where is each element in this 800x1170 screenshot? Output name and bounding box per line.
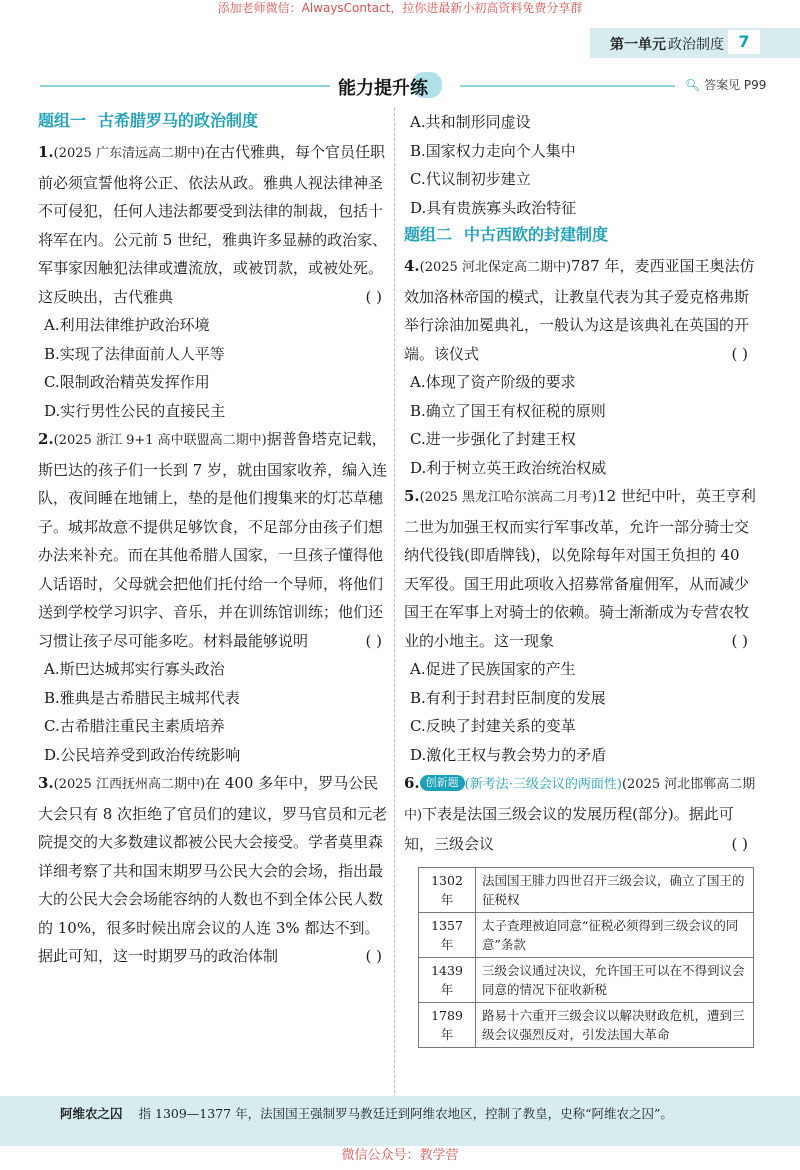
option-c: C.反映了封建关系的变革 (410, 717, 576, 735)
table-event: 三级会议通过决议，允许国王可以在不得到议会同意的情况下征收新税 (476, 957, 754, 1002)
section-title: 能力提升练 (338, 78, 428, 99)
group-one-label: 题组一 (38, 111, 87, 130)
left-column (38, 108, 390, 971)
option-c: C.代议制初步建立 (410, 170, 531, 188)
option-b: B.国家权力走向个人集中 (410, 141, 576, 160)
option-c: C.限制政治精英发挥作用 (44, 373, 210, 391)
header-unit: 第一单元 (610, 37, 666, 53)
table-row (419, 957, 754, 1002)
question-3 (38, 769, 390, 971)
footnote (60, 1104, 673, 1122)
option-a: A.斯巴达城邦实行寡头政治 (44, 660, 225, 678)
question-6 (404, 769, 756, 859)
title-rule-right (460, 85, 675, 87)
option-d: D.激化王权与教会势力的矛盾 (410, 745, 607, 764)
question-number: 1. (38, 143, 54, 161)
table-row (419, 1002, 754, 1047)
title-rule-left (40, 85, 330, 87)
question-number: 4. (404, 257, 420, 275)
option-d: D.公民培养受到政治传统影响 (44, 745, 241, 764)
innovation-badge: 创新题 (420, 775, 465, 791)
table-event: 太子查理被迫同意“征税必须得到三级会议的同意”条款 (476, 912, 754, 957)
question-stem: 据普鲁塔克记载，斯巴达的孩子们一长到 7 岁，就由国家收养，编入连队，夜间睡在地铺上，垫的是他们搜集来的灯芯草穗子。城邦故意不提供足够饮食，不足部分由孩子们想办法来补充。而在其他希腊人国家，一旦孩子懂得他人话语时，父母就会把他们托付给一个导师，将他们送到学校学习识字、音乐，并在训练馆训练；他们还习惯让孩子尽可能多吃。材料最能够说明 (38, 430, 388, 650)
table-year: 1789 年 (419, 1002, 476, 1047)
answer-blank: ( ) (731, 631, 748, 650)
table-row (419, 867, 754, 912)
question-5 (404, 482, 756, 655)
question-source: (2025 浙江 9+1 高中联盟高二期中) (53, 433, 267, 448)
question-stem: 12 世纪中叶，英王亨利二世为加强王权而实行军事改革，允许一部分骑士交纳代役钱(即盾牌钱)，以免除每年对国王负担的 40 天军役。国王用此项收入招募常备雇佣军，从而减少国王在军事上对骑士的依赖。骑士渐渐成为专营农牧业的小地主。这一现象 (404, 487, 756, 650)
question-source: (2025 河北邯郸高二期中) (404, 777, 756, 823)
option-a: A.体现了资产阶级的要求 (410, 373, 576, 391)
group-two-title (404, 222, 756, 248)
estates-general-table (418, 867, 754, 1048)
group-two-name: 中古西欧的封建制度 (464, 225, 609, 244)
table-year: 1439 年 (419, 957, 476, 1002)
option-b: B.确立了国王有权征税的原则 (410, 401, 606, 420)
column-divider (394, 108, 395, 1098)
option-b: B.雅典是古希腊民主城邦代表 (44, 688, 240, 707)
table-year: 1302 年 (419, 867, 476, 912)
question-number: 6. (404, 774, 420, 792)
footnote-term: 阿维农之囚 (60, 1106, 123, 1121)
question-source: (2025 河北保定高二期中) (419, 260, 572, 275)
option-a: A.促进了民族国家的产生 (410, 660, 576, 678)
question-source: (2025 广东清远高二期中) (53, 146, 206, 161)
option-c: C.进一步强化了封建王权 (410, 430, 576, 448)
option-b: B.有利于封君封臣制度的发展 (410, 688, 606, 707)
option-a: A.利用法律维护政治环境 (44, 316, 210, 334)
footnote-text: 指 1309—1377 年，法国国王强制罗马教廷迁到阿维农地区，控制了教皇，史称“阿维农之囚”。 (138, 1106, 673, 1121)
answer-blank: ( ) (731, 344, 748, 363)
table-row (419, 912, 754, 957)
header-topic: 政治制度 (668, 37, 724, 53)
table-event: 法国国王腓力四世召开三级会议，确立了国王的征税权 (476, 867, 754, 912)
option-d: D.具有贵族寡头政治特征 (410, 198, 577, 217)
table-year: 1357 年 (419, 912, 476, 957)
option-d: D.利于树立英王政治统治权威 (410, 458, 607, 477)
table-event: 路易十六重开三级会议以解决财政危机，遭到三级会议强烈反对，引发法国大革命 (476, 1002, 754, 1047)
question-stem: 在 400 多年中，罗马公民大会只有 8 次拒绝了官员们的建议，罗马官员和元老院提交的大多数建议都被公民大会接受。学者莫里森详细考察了共和国末期罗马公民大会的会场，指出最大的公民大会会场能容纳的人数也不到全体公民人数的 10%，很多时候出席会议的人连 3% 都达不到。据此可知，这一时期罗马的政治体制 (38, 774, 388, 965)
group-one-title (38, 108, 390, 134)
answer-blank: ( ) (365, 947, 382, 965)
option-c: C.古希腊注重民主素质培养 (44, 717, 225, 735)
question-tag: (新考法·三级会议的两面性) (464, 777, 622, 792)
answer-reference-text: 答案见 P99 (704, 78, 767, 92)
question-source: (2025 江西抚州高二期中) (53, 777, 206, 792)
group-two-label: 题组二 (404, 225, 453, 244)
watermark-bottom: 微信公众号：教学营 (341, 1148, 459, 1163)
question-number: 2. (38, 430, 54, 448)
question-stem: 在古代雅典，每个官员任职前必须宣誓他将公正、依法从政。雅典人视法律神圣不可侵犯，任何人违法都要受到法律的制裁，包括十将军在内。公元前 5 世纪，雅典许多显赫的政治家、军事家因触犯法律或遭流放，或被罚款，或被处死。这反映出，古代雅典 (38, 143, 388, 306)
answer-blank: ( ) (365, 287, 382, 306)
question-source: (2025 黑龙江哈尔滨高二月考) (419, 490, 598, 505)
page-number: 7 (728, 30, 760, 54)
question-stem: 787 年，麦西亚国王奥法仿效加洛林帝国的模式，让教皇代表为其子爱克格弗斯举行涂油加冕典礼，一般认为这是该典礼在英国的开端。该仪式 (404, 257, 755, 363)
search-icon: 🔍︎ (685, 78, 701, 92)
question-2 (38, 425, 390, 655)
right-column (404, 108, 756, 1048)
answer-reference (685, 76, 766, 93)
question-1 (38, 138, 390, 311)
option-a: A.共和制形同虚设 (410, 113, 531, 131)
answer-blank: ( ) (365, 631, 382, 650)
option-d: D.实行男性公民的直接民主 (44, 401, 226, 420)
watermark-top: 添加老师微信：AlwaysContact，拉你进最新小初高资料免费分享群 (217, 1, 583, 15)
question-stem: 下表是法国三级会议的发展历程(部分)。据此可知，三级会议 (404, 804, 734, 853)
question-number: 5. (404, 487, 420, 505)
option-b: B.实现了法律面前人人平等 (44, 344, 225, 363)
answer-blank: ( ) (731, 835, 748, 853)
group-one-name: 古希腊罗马的政治制度 (98, 111, 259, 130)
question-number: 3. (38, 774, 54, 792)
question-4 (404, 252, 756, 368)
